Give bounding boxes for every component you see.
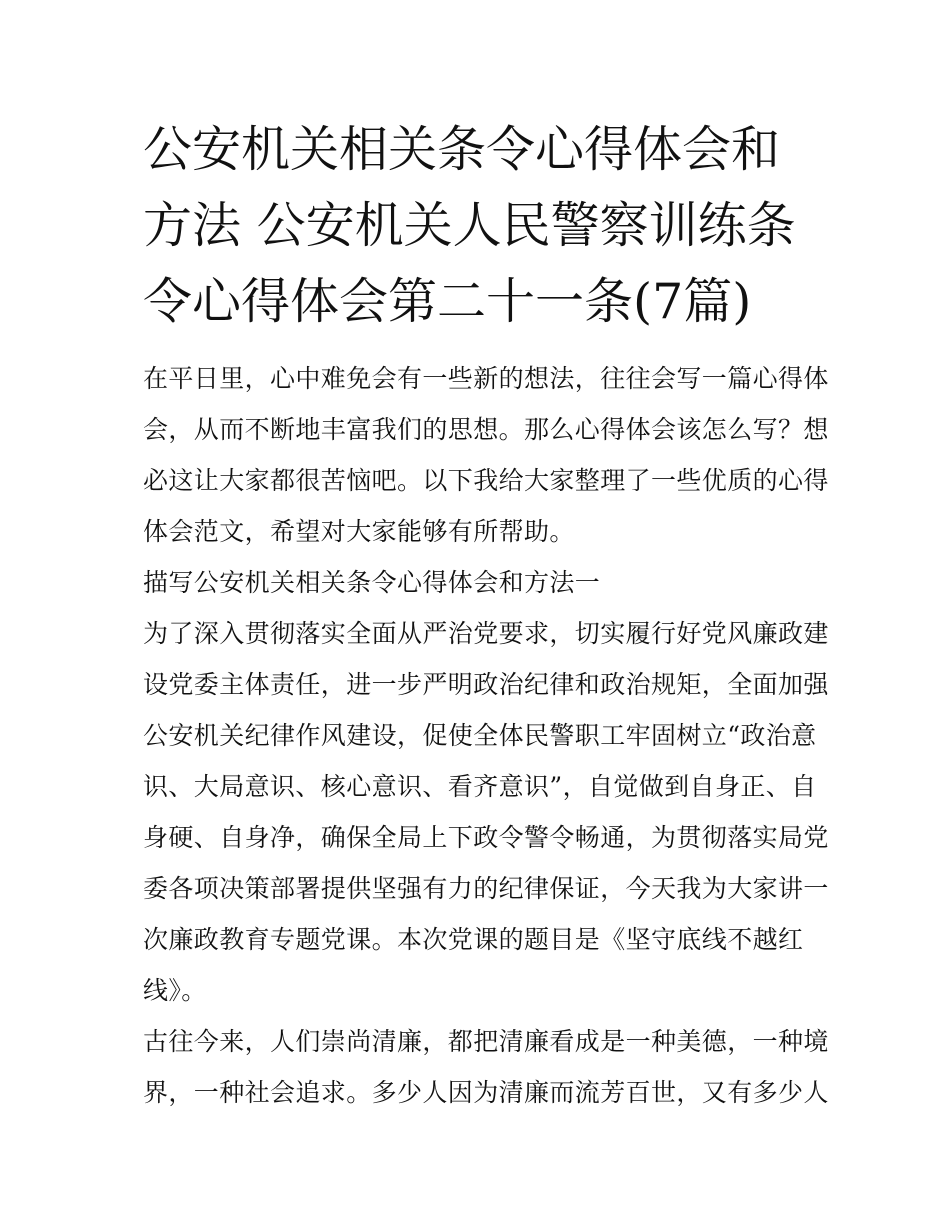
document-title (143, 112, 823, 340)
text-line: 识、大局意识、核心意识、看齐意识”，自觉做到自身正、自 (143, 772, 817, 801)
title-line: 公安机关相关条令心得体会和 (143, 121, 781, 178)
text-line: 委各项决策部署提供坚强有力的纪律保证，今天我为大家讲一 (143, 874, 829, 903)
text-line: 次廉政教育专题党课。本次党课的题目是《坚守底线不越红 (143, 925, 804, 954)
text-line: 古往今来，人们崇尚清廉，都把清廉看成是一种美德，一种境 (143, 1027, 829, 1056)
text-line: 公安机关纪律作风建设，促使全体民警职工牢固树立“政治意 (143, 721, 817, 750)
text-line: 线》。 (143, 976, 207, 1005)
intro-paragraph (143, 353, 829, 557)
text-line: 设党委主体责任，进一步严明政治纪律和政治规矩，全面加强 (143, 670, 829, 699)
body-paragraph-1 (143, 608, 829, 1016)
text-line: 在平日里，心中难免会有一些新的想法，往往会写一篇心得体 (143, 364, 829, 393)
text-line: 体会范文，希望对大家能够有所帮助。 (143, 517, 575, 546)
section-heading-text: 描写公安机关相关条令心得体会和方法一 (143, 568, 601, 597)
section-heading (143, 557, 813, 608)
text-line: 会，从而不断地丰富我们的思想。那么心得体会该怎么写？想 (143, 415, 829, 444)
title-line: 令心得体会第二十一条(7篇) (143, 273, 752, 330)
body-paragraph-2 (143, 1016, 829, 1118)
text-line: 为了深入贯彻落实全面从严治党要求，切实履行好党风廉政建 (143, 619, 829, 648)
text-line: 界，一种社会追求。多少人因为清廉而流芳百世，又有多少人 (143, 1078, 829, 1107)
text-line: 身硬、自身净，确保全局上下政令警令畅通，为贯彻落实局党 (143, 823, 829, 852)
text-line: 必这让大家都很苦恼吧。以下我给大家整理了一些优质的心得 (143, 466, 829, 495)
title-line: 方法 公安机关人民警察训练条 (143, 197, 796, 254)
